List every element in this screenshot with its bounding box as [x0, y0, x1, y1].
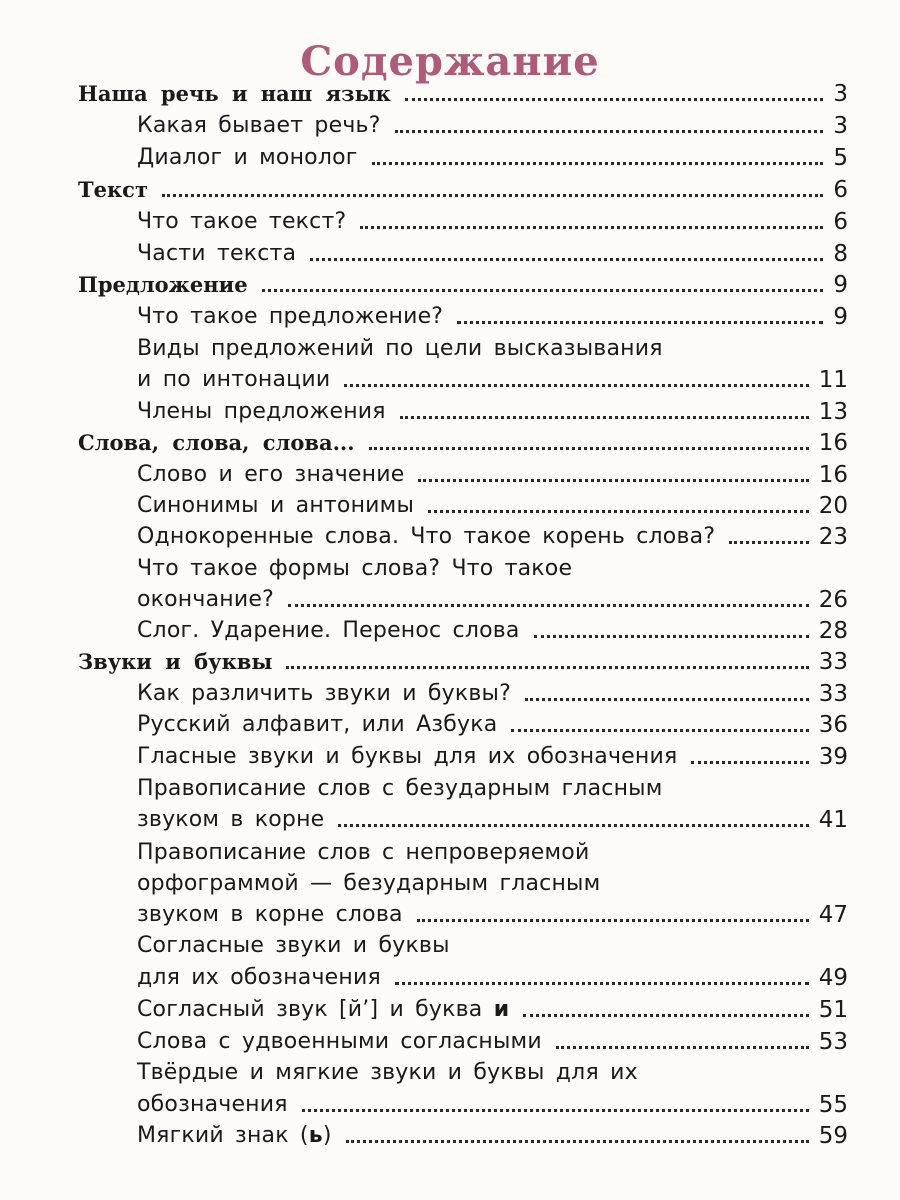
entry-text: Правописание слов с непроверяемой: [137, 840, 590, 865]
entry-text: обозначения: [137, 1092, 288, 1117]
entry-text: окончание?: [137, 587, 274, 612]
dot-leader: [534, 635, 809, 638]
toc-entry: [0, 238, 900, 270]
entry-text: Что такое предложение?: [137, 304, 444, 329]
entry-text: Наша речь и наш язык: [78, 81, 391, 106]
toc-entry: [0, 1026, 900, 1058]
dot-leader: [556, 1046, 809, 1049]
toc-entry: [0, 773, 900, 805]
entry-text: Твёрдые и мягкие звуки и буквы для их: [137, 1060, 638, 1085]
toc-entry: [0, 899, 900, 931]
page-number: 16: [818, 430, 848, 456]
dot-leader: [395, 130, 823, 133]
page-number: 47: [818, 902, 848, 928]
page-number: 23: [818, 524, 848, 550]
toc-entry: [0, 206, 900, 238]
entry-text: Что такое формы слова? Что такое: [137, 556, 573, 581]
chapter-entry: [0, 174, 900, 206]
toc-entry: [0, 1057, 900, 1089]
entry-text: Части текста: [137, 241, 297, 266]
dot-leader: [286, 666, 809, 669]
dot-leader: [372, 162, 823, 165]
dot-leader: [360, 226, 823, 229]
toc-entry: [0, 1120, 900, 1152]
dot-leader: [729, 541, 809, 544]
toc-entry: [0, 333, 900, 365]
page-number: 6: [833, 177, 848, 203]
dot-leader: [418, 479, 809, 482]
dot-leader: [400, 416, 809, 419]
entry-text: Согласный звук [й’] и буква и: [137, 997, 510, 1022]
dot-leader: [525, 698, 809, 701]
toc-entry: [0, 615, 900, 647]
dot-leader: [344, 384, 809, 387]
entry-text: и по интонации: [137, 367, 331, 392]
page-number: 41: [818, 807, 848, 833]
page-number: 20: [818, 493, 848, 519]
entry-text: Что такое текст?: [137, 209, 347, 234]
page-number: 59: [818, 1123, 848, 1149]
toc-entry: [0, 709, 900, 741]
dot-leader: [511, 729, 809, 732]
chapter-entry: [0, 427, 900, 459]
dot-leader: [691, 761, 809, 764]
toc-entry: [0, 678, 900, 710]
entry-text: Слово и его значение: [137, 462, 405, 487]
entry-text: Слова, слова, слова...: [78, 430, 355, 455]
dot-leader: [457, 321, 823, 324]
dot-leader: [162, 194, 823, 197]
toc-entry: [0, 804, 900, 836]
toc-entry: [0, 584, 900, 616]
entry-text: Виды предложений по цели высказывания: [137, 336, 663, 361]
entry-text: звуком в корне слова: [137, 902, 403, 927]
entry-text-after: ): [322, 1123, 332, 1148]
entry-text: Согласные звуки и буквы: [137, 933, 450, 958]
page-number: 9: [833, 272, 848, 298]
page-number: 33: [818, 649, 848, 675]
entry-text: Слова с удвоенными согласными: [137, 1029, 542, 1054]
dot-leader: [428, 510, 809, 513]
page-number: 9: [833, 304, 848, 330]
page-number: 26: [818, 587, 848, 613]
entry-text: Как различить звуки и буквы?: [137, 681, 511, 706]
toc-entry: [0, 521, 900, 553]
page-number: 28: [818, 618, 848, 644]
dot-leader: [310, 258, 823, 261]
page-number: 13: [818, 399, 848, 425]
entry-text: Текст: [78, 177, 148, 202]
entry-text: Однокоренные слова. Что такое корень слова?: [137, 524, 716, 549]
dot-leader: [405, 98, 823, 101]
dot-leader: [369, 447, 809, 450]
dot-leader: [338, 824, 809, 827]
toc-entry: [0, 142, 900, 174]
toc-entry: [0, 930, 900, 962]
entry-text: Звуки и буквы: [78, 649, 273, 674]
entry-text: для их обозначения: [137, 965, 381, 990]
toc-entry: [0, 110, 900, 142]
entry-letter: ь: [308, 1123, 323, 1148]
page-number: 51: [818, 997, 848, 1023]
entry-text: Слог. Ударение. Перенос слова: [137, 618, 520, 643]
toc-entry: [0, 396, 900, 428]
entry-text: Предложение: [78, 272, 248, 297]
dot-leader: [288, 604, 809, 607]
page-number: 3: [833, 81, 848, 107]
page-number: 16: [818, 462, 848, 488]
dot-leader: [523, 1014, 809, 1017]
page-number: 5: [833, 145, 848, 171]
page-title: Содержание: [300, 38, 600, 85]
chapter-entry: [0, 646, 900, 678]
page-number: 53: [818, 1029, 848, 1055]
entry-text: звуком в корне: [137, 807, 325, 832]
toc-entry: [0, 868, 900, 900]
toc-entry: [0, 962, 900, 994]
dot-leader: [302, 1109, 809, 1112]
toc-entry: [0, 994, 900, 1026]
entry-text: Синонимы и антонимы: [137, 493, 415, 518]
toc-entry: [0, 837, 900, 869]
page-number: 49: [818, 965, 848, 991]
toc-entry: [0, 1089, 900, 1121]
entry-text: Диалог и монолог: [137, 145, 358, 170]
entry-text: Какая бывает речь?: [137, 113, 381, 138]
dot-leader: [262, 289, 823, 292]
entry-text: Русский алфавит, или Азбука: [137, 712, 498, 737]
dot-leader: [346, 1140, 809, 1143]
page-number: 8: [833, 241, 848, 267]
toc-entry: [0, 490, 900, 522]
entry-text: Правописание слов с безударным гласным: [137, 776, 663, 801]
entry-text: орфограммой — безударным гласным: [137, 871, 601, 896]
toc-entry: [0, 364, 900, 396]
entry-letter: и: [493, 997, 510, 1022]
toc-entry: [0, 741, 900, 773]
toc-entry: [0, 459, 900, 491]
toc-entry: [0, 301, 900, 333]
page-number: 36: [818, 712, 848, 738]
entry-text: Гласные звуки и буквы для их обозначения: [137, 744, 678, 769]
dot-leader: [395, 982, 809, 985]
page-number: 39: [818, 744, 848, 770]
entry-text: Мягкий знак (ь): [137, 1123, 332, 1148]
dot-leader: [417, 919, 809, 922]
page-number: 6: [833, 209, 848, 235]
page-number: 55: [818, 1092, 848, 1118]
page-number: 3: [833, 113, 848, 139]
page-number: 11: [818, 367, 848, 393]
toc-entry: [0, 553, 900, 585]
page-number: 33: [818, 681, 848, 707]
entry-text: Члены предложения: [137, 399, 386, 424]
chapter-entry: [0, 269, 900, 301]
chapter-entry: [0, 78, 900, 110]
